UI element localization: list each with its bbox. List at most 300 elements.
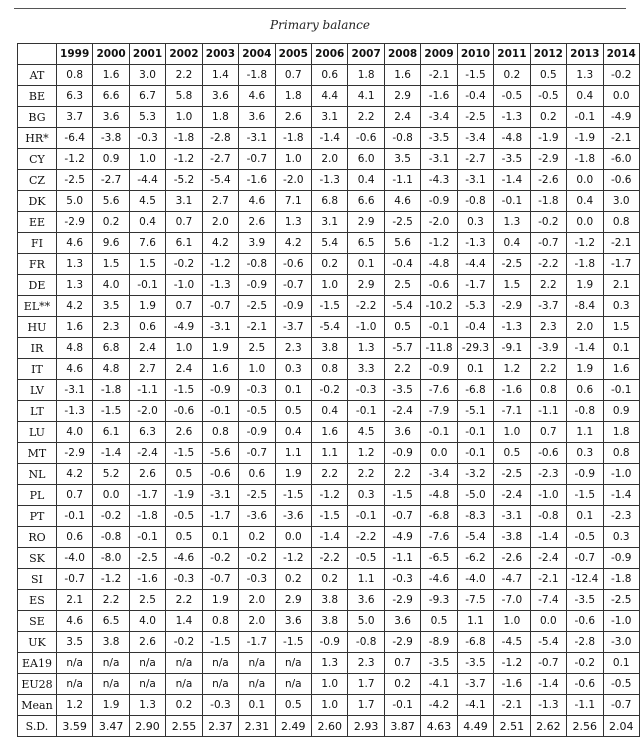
value-cell: 1.1 <box>348 569 384 590</box>
value-cell: -4.1 <box>421 674 457 695</box>
value-cell: -0.2 <box>93 506 129 527</box>
value-cell: -4.9 <box>603 107 640 128</box>
value-cell: -0.1 <box>129 275 165 296</box>
value-cell: 1.3 <box>56 254 92 275</box>
value-cell: 1.6 <box>93 65 129 86</box>
row-label: PL <box>18 485 57 506</box>
value-cell: 1.0 <box>494 422 530 443</box>
value-cell: -1.8 <box>239 65 275 86</box>
value-cell: -4.9 <box>166 317 202 338</box>
value-cell: -0.8 <box>567 401 603 422</box>
row-label: NL <box>18 464 57 485</box>
value-cell: -1.2 <box>312 485 348 506</box>
value-cell: -0.4 <box>384 254 420 275</box>
value-cell: -2.9 <box>384 632 420 653</box>
value-cell: 0.2 <box>312 569 348 590</box>
value-cell: 0.3 <box>275 359 311 380</box>
value-cell: 1.6 <box>384 65 420 86</box>
value-cell: 0.4 <box>567 191 603 212</box>
value-cell: 0.5 <box>166 464 202 485</box>
value-cell: -2.0 <box>421 212 457 233</box>
value-cell: -1.5 <box>567 485 603 506</box>
value-cell: -2.3 <box>603 506 640 527</box>
year-header: 2003 <box>202 44 238 65</box>
value-cell: 6.1 <box>93 422 129 443</box>
value-cell: 7.6 <box>129 233 165 254</box>
value-cell: 1.3 <box>494 212 530 233</box>
value-cell: 2.4 <box>166 359 202 380</box>
value-cell: -0.2 <box>312 380 348 401</box>
value-cell: 2.7 <box>129 359 165 380</box>
value-cell: -8.3 <box>457 506 493 527</box>
value-cell: 0.8 <box>202 422 238 443</box>
row-label: SI <box>18 569 57 590</box>
value-cell: -7.9 <box>421 401 457 422</box>
row-label: LV <box>18 380 57 401</box>
value-cell: 5.6 <box>384 233 420 254</box>
value-cell: 0.2 <box>530 107 566 128</box>
value-cell: 3.6 <box>275 611 311 632</box>
value-cell: 3.8 <box>93 632 129 653</box>
value-cell: -2.2 <box>530 254 566 275</box>
value-cell: -1.3 <box>56 401 92 422</box>
value-cell: 0.6 <box>567 380 603 401</box>
value-cell: -3.5 <box>421 128 457 149</box>
value-cell: 1.9 <box>202 338 238 359</box>
value-cell: 0.6 <box>239 464 275 485</box>
row-label: BG <box>18 107 57 128</box>
value-cell: 0.2 <box>312 254 348 275</box>
value-cell: -0.6 <box>166 401 202 422</box>
value-cell: 4.1 <box>348 86 384 107</box>
value-cell: -4.8 <box>421 254 457 275</box>
value-cell: -0.9 <box>239 422 275 443</box>
value-cell: 1.5 <box>603 317 640 338</box>
value-cell: -0.4 <box>457 317 493 338</box>
row-label: ES <box>18 590 57 611</box>
value-cell: 5.2 <box>93 464 129 485</box>
value-cell: 0.4 <box>348 170 384 191</box>
value-cell: -0.5 <box>239 401 275 422</box>
value-cell: 0.8 <box>603 443 640 464</box>
value-cell: -3.5 <box>457 653 493 674</box>
value-cell: -0.1 <box>129 527 165 548</box>
value-cell: 3.5 <box>56 632 92 653</box>
value-cell: 1.0 <box>494 611 530 632</box>
value-cell: -6.5 <box>421 548 457 569</box>
value-cell: -2.1 <box>603 128 640 149</box>
value-cell: 1.3 <box>56 275 92 296</box>
value-cell: 0.4 <box>312 401 348 422</box>
value-cell: -0.6 <box>348 128 384 149</box>
value-cell: 1.3 <box>312 653 348 674</box>
value-cell: 1.1 <box>275 443 311 464</box>
value-cell: -2.5 <box>239 485 275 506</box>
value-cell: -0.9 <box>603 548 640 569</box>
value-cell: -0.5 <box>603 674 640 695</box>
value-cell: -2.9 <box>56 443 92 464</box>
value-cell: 5.0 <box>348 611 384 632</box>
value-cell: 6.6 <box>93 86 129 107</box>
value-cell: 1.3 <box>129 695 165 716</box>
value-cell: n/a <box>166 653 202 674</box>
value-cell: 2.2 <box>166 65 202 86</box>
value-cell: 4.4 <box>312 86 348 107</box>
row-label: HR* <box>18 128 57 149</box>
value-cell: -1.5 <box>93 401 129 422</box>
table-row <box>18 359 640 380</box>
table-row <box>18 422 640 443</box>
value-cell: 1.0 <box>129 149 165 170</box>
table-row <box>18 653 640 674</box>
value-cell: 4.5 <box>348 422 384 443</box>
value-cell: 2.1 <box>56 590 92 611</box>
value-cell: -1.8 <box>275 128 311 149</box>
row-label: BE <box>18 86 57 107</box>
value-cell: 2.2 <box>530 275 566 296</box>
value-cell: -1.0 <box>348 317 384 338</box>
value-cell: -10.2 <box>421 296 457 317</box>
value-cell: 0.5 <box>494 443 530 464</box>
value-cell: -0.3 <box>129 128 165 149</box>
value-cell: 0.8 <box>202 611 238 632</box>
value-cell: 0.8 <box>603 212 640 233</box>
row-label: AT <box>18 65 57 86</box>
row-label: SK <box>18 548 57 569</box>
row-label: LU <box>18 422 57 443</box>
value-cell: -1.5 <box>166 380 202 401</box>
value-cell: -0.6 <box>530 443 566 464</box>
value-cell: 4.8 <box>56 338 92 359</box>
value-cell: 0.0 <box>421 443 457 464</box>
value-cell: 4.49 <box>457 716 493 737</box>
value-cell: 2.4 <box>129 338 165 359</box>
value-cell: 0.4 <box>567 86 603 107</box>
value-cell: -2.1 <box>239 317 275 338</box>
value-cell: 1.0 <box>166 107 202 128</box>
value-cell: -7.1 <box>494 401 530 422</box>
value-cell: -3.5 <box>567 590 603 611</box>
value-cell: 2.51 <box>494 716 530 737</box>
value-cell: 6.8 <box>312 191 348 212</box>
value-cell: -1.8 <box>567 254 603 275</box>
value-cell: -1.2 <box>166 149 202 170</box>
value-cell: n/a <box>93 674 129 695</box>
value-cell: 6.8 <box>93 338 129 359</box>
value-cell: 0.3 <box>567 443 603 464</box>
row-label: EL** <box>18 296 57 317</box>
value-cell: -0.8 <box>530 506 566 527</box>
value-cell: -0.6 <box>567 674 603 695</box>
value-cell: 0.9 <box>93 149 129 170</box>
value-cell: -2.9 <box>384 590 420 611</box>
value-cell: -2.4 <box>494 485 530 506</box>
value-cell: -0.9 <box>384 443 420 464</box>
value-cell: 2.0 <box>567 317 603 338</box>
value-cell: -5.2 <box>166 170 202 191</box>
value-cell: -0.6 <box>275 254 311 275</box>
value-cell: -3.6 <box>239 506 275 527</box>
value-cell: -2.7 <box>202 149 238 170</box>
value-cell: 2.6 <box>129 632 165 653</box>
value-cell: -0.7 <box>530 233 566 254</box>
value-cell: -8.0 <box>93 548 129 569</box>
value-cell: 4.2 <box>202 233 238 254</box>
value-cell: -2.4 <box>384 401 420 422</box>
value-cell: -3.8 <box>93 128 129 149</box>
table-row <box>18 170 640 191</box>
row-label: PT <box>18 506 57 527</box>
value-cell: 0.1 <box>239 695 275 716</box>
value-cell: 1.3 <box>567 65 603 86</box>
value-cell: 0.9 <box>603 401 640 422</box>
value-cell: -6.0 <box>603 149 640 170</box>
table-row <box>18 191 640 212</box>
value-cell: 2.7 <box>202 191 238 212</box>
value-cell: 1.0 <box>312 674 348 695</box>
value-cell: -1.6 <box>494 674 530 695</box>
value-cell: 1.1 <box>312 443 348 464</box>
value-cell: 2.9 <box>348 212 384 233</box>
value-cell: -1.5 <box>312 506 348 527</box>
value-cell: -3.1 <box>202 317 238 338</box>
value-cell: -0.1 <box>421 422 457 443</box>
value-cell: 1.1 <box>457 611 493 632</box>
value-cell: -0.7 <box>56 569 92 590</box>
value-cell: -0.5 <box>567 527 603 548</box>
value-cell: 3.59 <box>56 716 92 737</box>
value-cell: -3.7 <box>275 317 311 338</box>
value-cell: 0.0 <box>275 527 311 548</box>
row-label: MT <box>18 443 57 464</box>
value-cell: -6.8 <box>457 632 493 653</box>
value-cell: 4.8 <box>93 359 129 380</box>
value-cell: 0.7 <box>384 653 420 674</box>
value-cell: -2.1 <box>603 233 640 254</box>
value-cell: 3.47 <box>93 716 129 737</box>
value-cell: 0.2 <box>166 695 202 716</box>
value-cell: -3.1 <box>457 170 493 191</box>
value-cell: -2.5 <box>384 212 420 233</box>
value-cell: 2.9 <box>348 275 384 296</box>
row-label: DE <box>18 275 57 296</box>
primary-balance-table <box>17 43 640 737</box>
value-cell: 5.8 <box>166 86 202 107</box>
value-cell: 1.9 <box>275 464 311 485</box>
value-cell: 2.0 <box>239 611 275 632</box>
value-cell: 0.7 <box>166 296 202 317</box>
value-cell: -3.0 <box>603 632 640 653</box>
value-cell: n/a <box>239 653 275 674</box>
value-cell: 0.8 <box>56 65 92 86</box>
value-cell: 3.8 <box>312 590 348 611</box>
value-cell: -1.8 <box>567 149 603 170</box>
value-cell: -0.7 <box>275 275 311 296</box>
value-cell: -11.8 <box>421 338 457 359</box>
value-cell: -1.2 <box>494 653 530 674</box>
value-cell: -5.4 <box>384 296 420 317</box>
value-cell: -0.2 <box>166 254 202 275</box>
value-cell: -1.4 <box>494 170 530 191</box>
value-cell: -2.7 <box>457 149 493 170</box>
value-cell: -0.7 <box>239 443 275 464</box>
value-cell: 0.1 <box>457 359 493 380</box>
value-cell: -7.4 <box>530 590 566 611</box>
value-cell: -1.3 <box>202 275 238 296</box>
value-cell: -1.7 <box>202 506 238 527</box>
value-cell: 5.4 <box>312 233 348 254</box>
value-cell: -1.4 <box>530 674 566 695</box>
value-cell: 0.6 <box>56 527 92 548</box>
value-cell: 1.7 <box>348 674 384 695</box>
value-cell: -4.6 <box>166 548 202 569</box>
value-cell: 1.3 <box>275 212 311 233</box>
value-cell: 2.56 <box>567 716 603 737</box>
value-cell: 0.0 <box>93 485 129 506</box>
value-cell: 6.0 <box>348 149 384 170</box>
table-row <box>18 485 640 506</box>
table-row <box>18 275 640 296</box>
value-cell: 2.3 <box>348 653 384 674</box>
value-cell: -0.9 <box>421 191 457 212</box>
value-cell: -1.2 <box>421 233 457 254</box>
value-cell: 2.4 <box>384 107 420 128</box>
value-cell: -1.4 <box>567 338 603 359</box>
table-row <box>18 86 640 107</box>
value-cell: 2.3 <box>275 338 311 359</box>
value-cell: -2.2 <box>348 527 384 548</box>
value-cell: 1.4 <box>202 65 238 86</box>
table-row <box>18 548 640 569</box>
table-row <box>18 695 640 716</box>
value-cell: -0.5 <box>166 506 202 527</box>
value-cell: -3.6 <box>275 506 311 527</box>
value-cell: -2.0 <box>129 401 165 422</box>
year-header: 1999 <box>56 44 92 65</box>
value-cell: 6.1 <box>166 233 202 254</box>
value-cell: 4.63 <box>421 716 457 737</box>
value-cell: -0.2 <box>567 653 603 674</box>
value-cell: 1.4 <box>166 611 202 632</box>
value-cell: n/a <box>129 674 165 695</box>
value-cell: -0.9 <box>275 296 311 317</box>
value-cell: -0.3 <box>202 695 238 716</box>
value-cell: 2.49 <box>275 716 311 737</box>
table-row <box>18 401 640 422</box>
value-cell: -2.0 <box>275 170 311 191</box>
value-cell: -0.6 <box>202 464 238 485</box>
value-cell: 0.2 <box>384 674 420 695</box>
value-cell: -9.1 <box>494 338 530 359</box>
value-cell: 2.0 <box>202 212 238 233</box>
value-cell: -4.5 <box>494 632 530 653</box>
value-cell: 4.6 <box>56 233 92 254</box>
value-cell: 1.9 <box>567 275 603 296</box>
value-cell: -1.8 <box>93 380 129 401</box>
value-cell: -1.1 <box>530 401 566 422</box>
value-cell: 3.8 <box>312 338 348 359</box>
value-cell: 1.7 <box>348 695 384 716</box>
value-cell: -0.1 <box>348 401 384 422</box>
value-cell: -1.8 <box>530 191 566 212</box>
year-header: 2013 <box>567 44 603 65</box>
value-cell: -1.1 <box>384 170 420 191</box>
table-row <box>18 317 640 338</box>
value-cell: -0.3 <box>384 569 420 590</box>
table-row <box>18 527 640 548</box>
value-cell: -2.1 <box>494 695 530 716</box>
value-cell: 1.3 <box>348 338 384 359</box>
value-cell: 6.3 <box>129 422 165 443</box>
value-cell: -1.5 <box>457 65 493 86</box>
value-cell: -1.6 <box>421 86 457 107</box>
value-cell: -0.1 <box>348 506 384 527</box>
value-cell: -0.7 <box>530 653 566 674</box>
row-label: FI <box>18 233 57 254</box>
value-cell: 0.5 <box>530 65 566 86</box>
value-cell: 4.5 <box>129 191 165 212</box>
value-cell: -2.3 <box>530 464 566 485</box>
value-cell: -6.2 <box>457 548 493 569</box>
value-cell: 5.6 <box>93 191 129 212</box>
value-cell: -3.7 <box>530 296 566 317</box>
table-row <box>18 128 640 149</box>
value-cell: 6.5 <box>348 233 384 254</box>
value-cell: 2.5 <box>384 275 420 296</box>
value-cell: -2.8 <box>202 128 238 149</box>
year-header: 2001 <box>129 44 165 65</box>
value-cell: 2.6 <box>129 464 165 485</box>
row-label: S.D. <box>18 716 57 737</box>
table-row <box>18 569 640 590</box>
value-cell: -0.1 <box>202 401 238 422</box>
value-cell: 1.8 <box>275 86 311 107</box>
value-cell: 0.4 <box>275 422 311 443</box>
value-cell: -7.0 <box>494 590 530 611</box>
value-cell: 4.6 <box>56 611 92 632</box>
value-cell: -0.9 <box>421 359 457 380</box>
value-cell: 0.4 <box>129 212 165 233</box>
value-cell: -0.2 <box>530 212 566 233</box>
table-body <box>18 65 640 737</box>
value-cell: -1.0 <box>166 275 202 296</box>
value-cell: 3.7 <box>56 107 92 128</box>
value-cell: 1.0 <box>166 338 202 359</box>
value-cell: -3.4 <box>421 464 457 485</box>
value-cell: -1.9 <box>530 128 566 149</box>
value-cell: -0.6 <box>567 611 603 632</box>
top-rule <box>14 8 626 9</box>
row-label: FR <box>18 254 57 275</box>
value-cell: -8.9 <box>421 632 457 653</box>
value-cell: -0.3 <box>239 380 275 401</box>
value-cell: -1.2 <box>202 254 238 275</box>
row-label: RO <box>18 527 57 548</box>
value-cell: 3.6 <box>93 107 129 128</box>
value-cell: 0.0 <box>567 170 603 191</box>
value-cell: -1.6 <box>239 170 275 191</box>
value-cell: 3.6 <box>239 107 275 128</box>
value-cell: 3.0 <box>129 65 165 86</box>
value-cell: 0.1 <box>603 653 640 674</box>
value-cell: 0.0 <box>567 212 603 233</box>
value-cell: -3.1 <box>56 380 92 401</box>
value-cell: 2.3 <box>530 317 566 338</box>
value-cell: 4.2 <box>56 296 92 317</box>
value-cell: -3.4 <box>421 107 457 128</box>
year-header: 2000 <box>93 44 129 65</box>
value-cell: 4.0 <box>56 422 92 443</box>
